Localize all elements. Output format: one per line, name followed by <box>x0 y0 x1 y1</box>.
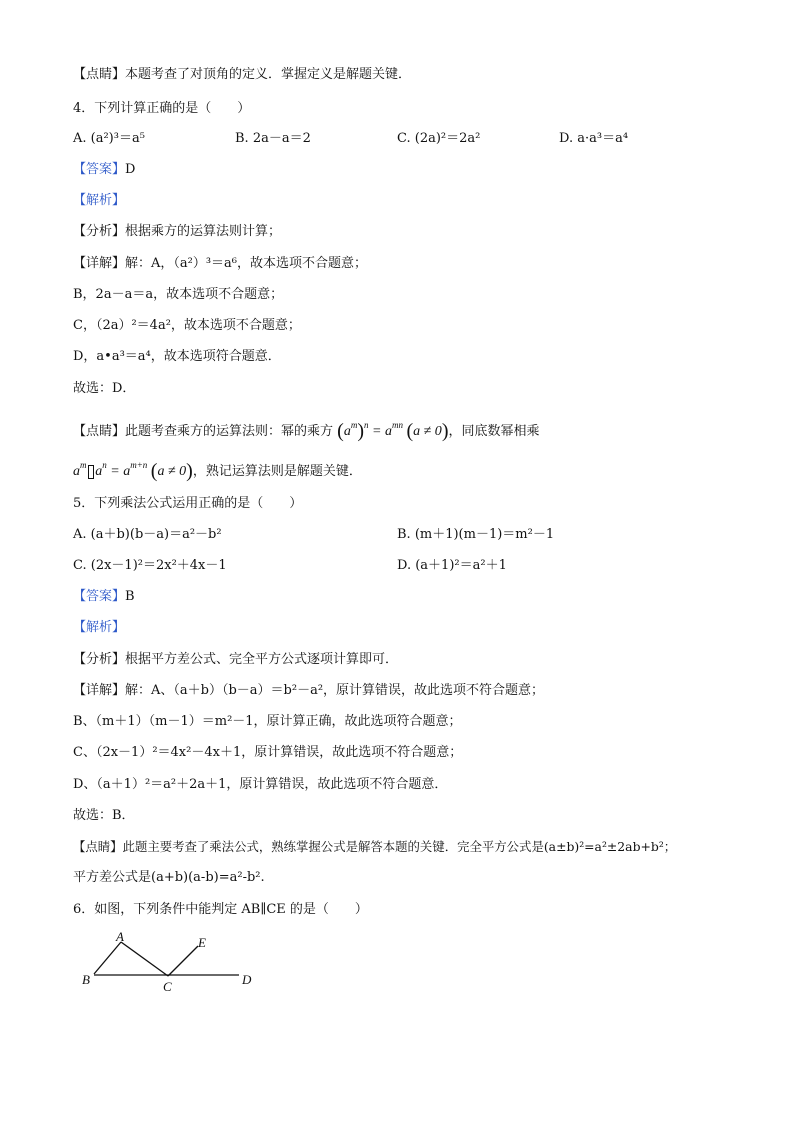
q4-step-b: B，2a－a＝a，故本选项不合题意； <box>73 287 284 302</box>
answer-label: 【答案】 <box>73 162 126 177</box>
question-6-stem: 6．如图，下列条件中能判定 AB∥CE 的是（ ） <box>73 902 368 917</box>
question-4-stem: 4．下列计算正确的是（ ） <box>73 101 251 116</box>
answer-value: D <box>125 162 136 177</box>
q4-jiexi-label: 【解析】 <box>73 193 126 208</box>
q5-option-d: D. (a＋1)²＝a²＋1 <box>397 558 507 573</box>
q4-option-b: B. 2a－a＝2 <box>235 131 311 146</box>
geometry-figure <box>76 928 266 996</box>
q4-xiangjie: 【详解】解：A，（a²）³＝a⁶，故本选项不合题意； <box>73 256 368 271</box>
power-rule-formula: $(a^m)^n = a^{mn}$ (a ≠ 0) <box>337 420 449 442</box>
answer-label: 【答案】 <box>73 589 126 604</box>
q5-option-a: A. (a＋b)(b－a)＝a²－b² <box>73 527 222 542</box>
dianjing-text-b: ，同底数幂相乘 <box>448 424 540 439</box>
q4-dianjing-line1 <box>73 416 540 441</box>
q5-step-b: B、（m＋1）（m－1）＝m²－1，原计算正确，故此选项符合题意； <box>73 714 462 729</box>
q4-fenxi: 【分析】根据乘方的运算法则计算； <box>73 224 282 239</box>
q4-answer <box>73 161 135 179</box>
q4-step-c: C，（2a）²＝4a²，故本选项不合题意； <box>73 318 301 333</box>
q5-guxuan: 故选：B． <box>73 808 135 823</box>
q5-option-c: C. (2x－1)²＝2x²＋4x－1 <box>73 558 227 573</box>
segment-ac <box>121 942 168 976</box>
q4-option-a: A. (a²)³＝a⁵ <box>73 131 145 146</box>
q4-guxuan: 故选：D． <box>73 381 136 396</box>
point-label-a: A <box>116 929 124 944</box>
q5-step-d: D、（a＋1）²＝a²＋2a＋1，原计算错误，故此选项不符合题意． <box>73 777 448 792</box>
q5-xiangjie: 【详解】解：A、（a＋b）（b－a）＝b²－a²，原计算错误，故此选项不符合题意； <box>73 683 545 698</box>
q5-fenxi: 【分析】根据平方差公式、完全平方公式逐项计算即可． <box>73 652 399 667</box>
dianjing-text-a: 【点睛】此题考查乘方的运算法则：幂的乘方 <box>73 424 334 439</box>
q4-option-c: C. (2a)²＝2a² <box>397 131 481 146</box>
point-label-e: E <box>198 935 206 950</box>
q5-step-c: C、（2x－1）²＝4x²－4x＋1，原计算错误，故此选项不符合题意； <box>73 745 463 760</box>
dianjing-prev: 【点睛】本题考查了对顶角的定义．掌握定义是解题关键． <box>73 67 412 82</box>
point-label-b: B <box>82 972 90 987</box>
q4-option-d: D. a·a³＝a⁴ <box>559 131 629 146</box>
segment-ab <box>94 942 121 974</box>
q5-dianjing-line1: 【点睛】此题主要考查了乘法公式，熟练掌握公式是解答本题的关键．完全平方公式是(a±b)²=a²±2ab+b²； <box>73 839 677 854</box>
q5-dianjing-line2: 平方差公式是(a+b)(a-b)=a²-b². <box>73 870 265 885</box>
dianjing-text-c: ，熟记运算法则是解题关键． <box>192 464 362 479</box>
question-5-stem: 5．下列乘法公式运用正确的是（ ） <box>73 496 303 511</box>
answer-value: B <box>125 589 135 604</box>
segment-ce <box>168 946 198 976</box>
q5-option-b: B. (m＋1)(m－1)＝m²－1 <box>397 527 555 542</box>
product-rule-formula: $a^m$ $a^n = a^{m+n}$ (a ≠ 0) <box>73 460 193 482</box>
q5-answer <box>73 588 135 606</box>
q5-jiexi-label: 【解析】 <box>73 620 126 635</box>
point-label-c: C <box>163 979 172 994</box>
q4-step-d: D，a•a³＝a⁴，故本选项符合题意． <box>73 349 281 364</box>
q4-dianjing-line2 <box>73 456 362 481</box>
point-label-d: D <box>242 972 252 987</box>
